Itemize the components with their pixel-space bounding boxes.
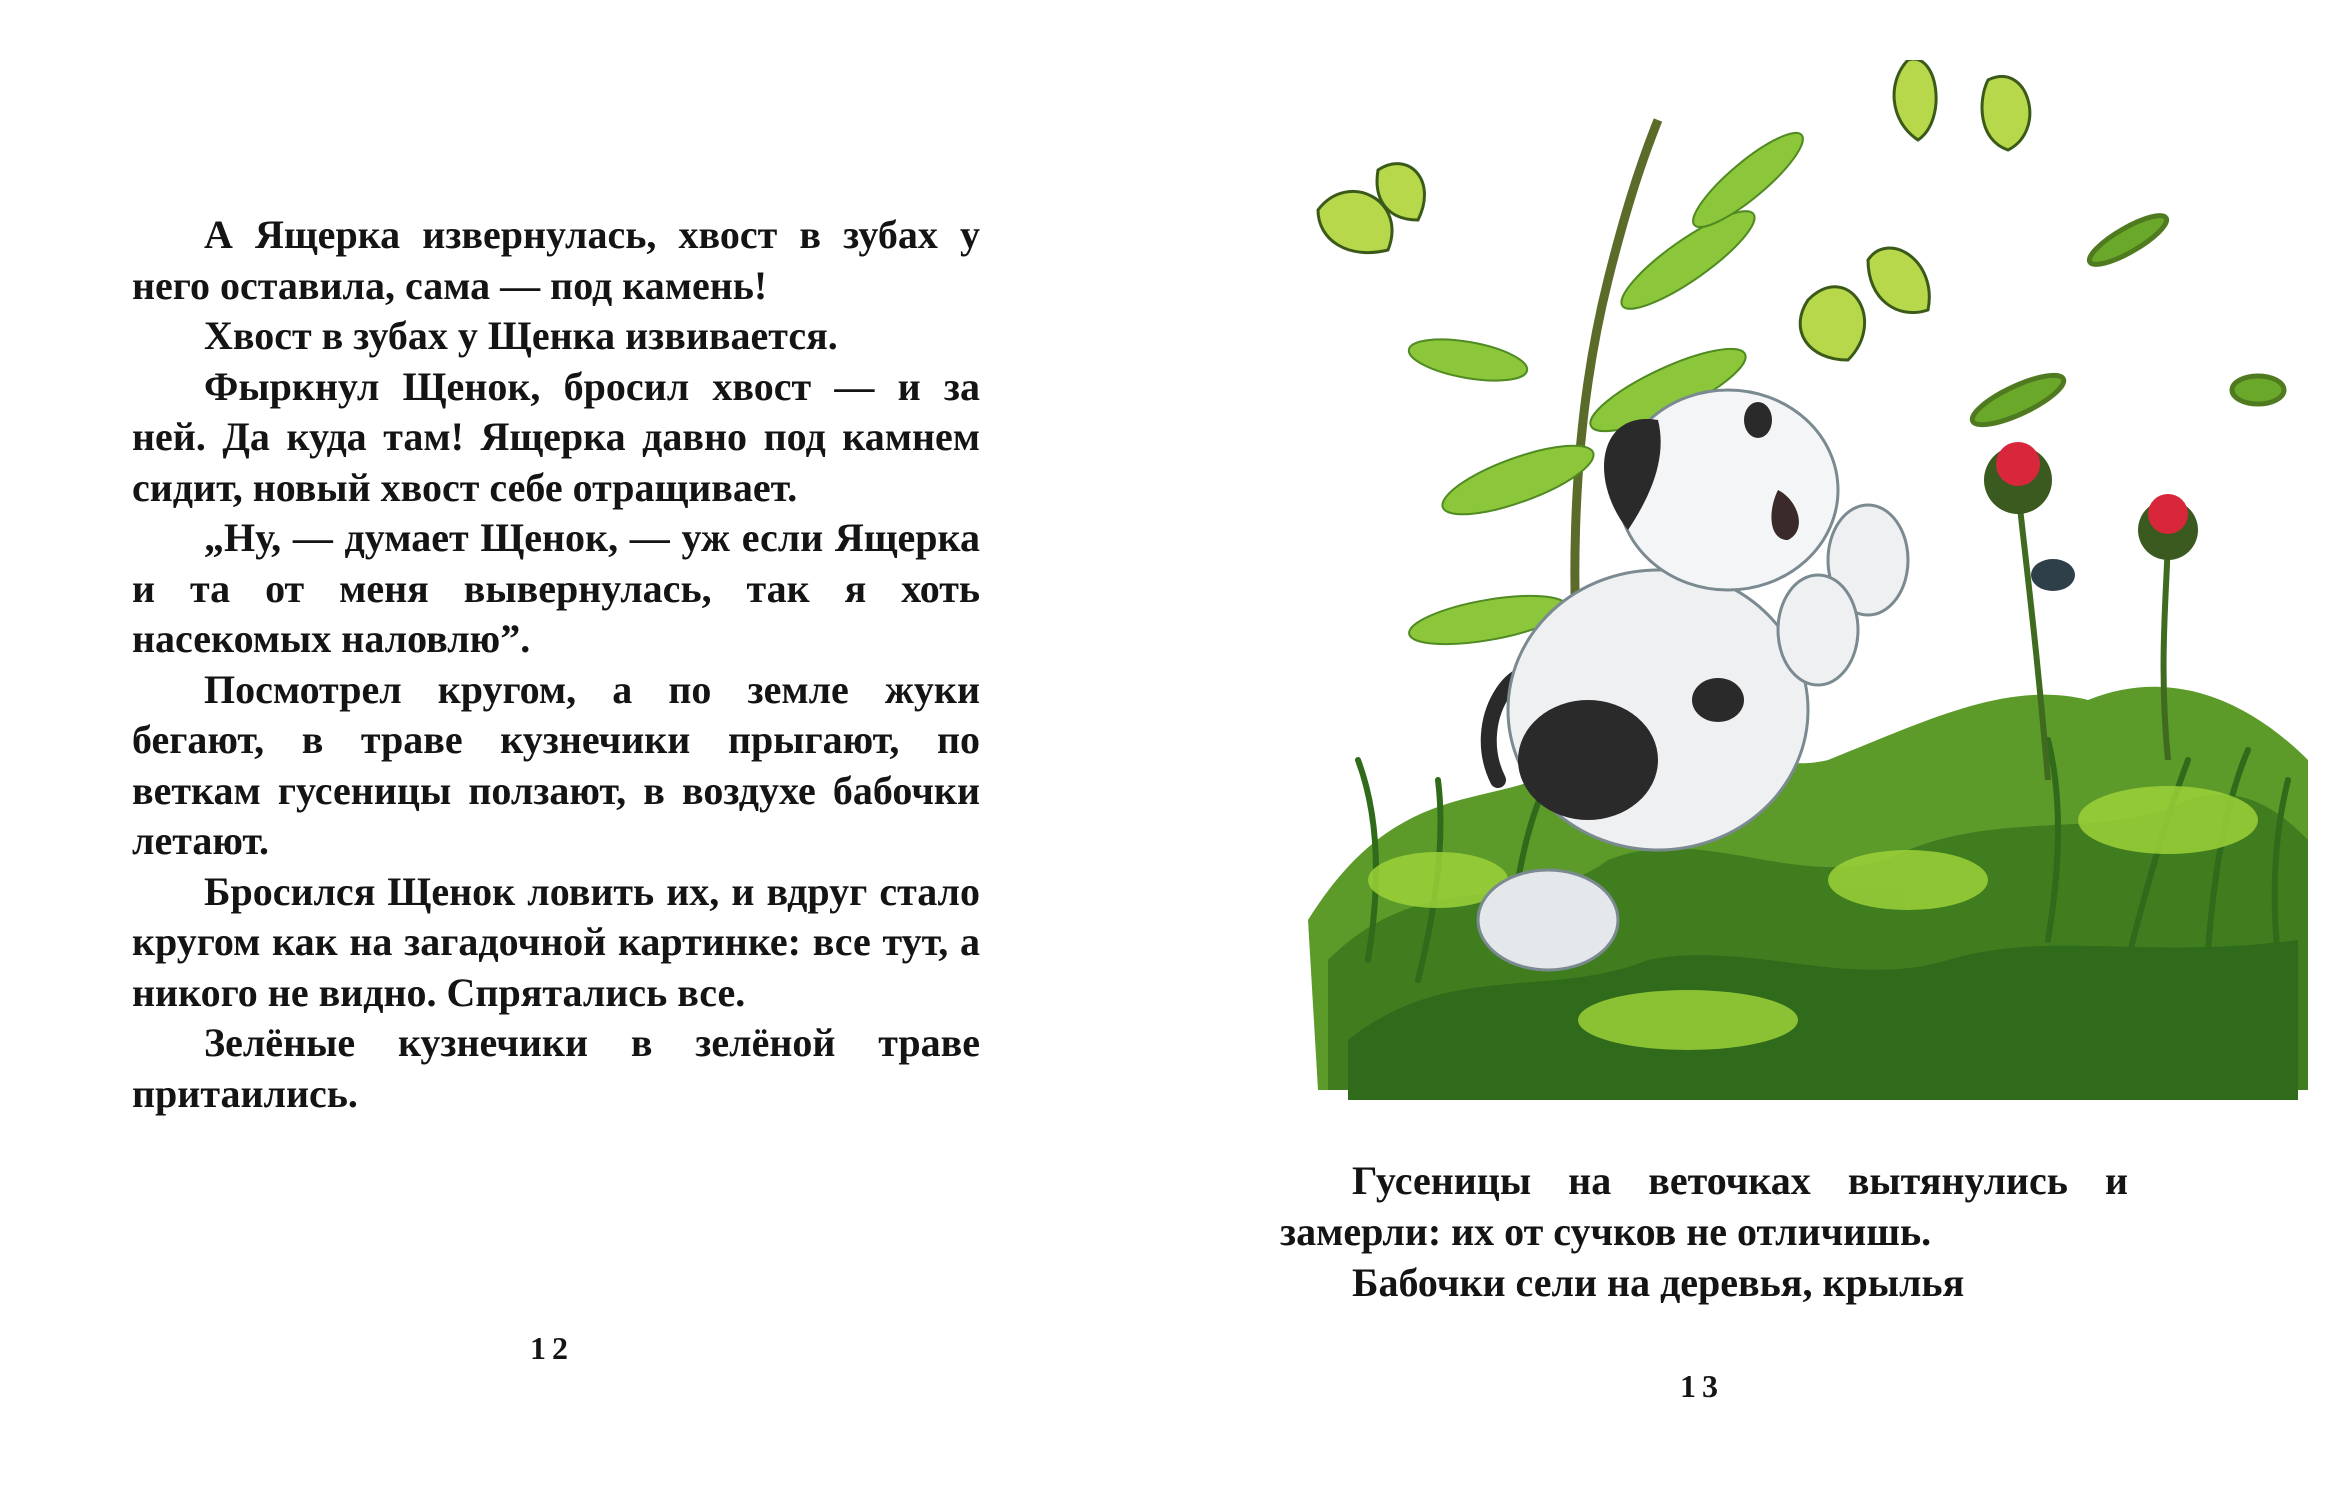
paragraph: Бросился Щенок ловить их, и вдруг стало кругом как на загадочной картинке: все тут, а никого не видно. Спрятались все. [132, 868, 980, 1015]
right-page [1168, 0, 2336, 1496]
paragraph: Фыркнул Щенок, бросил хвост — и за ней. Да куда там! Ящерка давно под камнем сидит, новый хвост себе отращивает. [132, 363, 980, 510]
page-number: 13 [1680, 1368, 1724, 1404]
paragraph: Посмотрел кругом, а по земле жуки бегают, в траве кузнечики прыгают, по веткам гусеницы ползают, в воздухе бабочки летают. [132, 666, 980, 863]
page-number: 12 [530, 1330, 574, 1366]
illustration-svg [1288, 60, 2318, 1100]
paragraph: „Ну, — думает Щенок, — уж если Ящерка и та от меня вывернулась, так я хоть насекомых наловлю”. [132, 515, 980, 661]
paragraph: А Ящерка извернулась, хвост в зубах у него оставила, сама — под камень! [132, 212, 980, 308]
puppy-meadow-illustration [1288, 60, 2318, 1100]
paragraph: Хвост в зубах у Щенка извивается. [204, 313, 838, 358]
paragraph: Гусеницы на веточках вытянулись и замерли: их от сучков не отличишь. [1280, 1158, 2128, 1254]
right-page-text [1280, 1155, 2128, 1308]
paragraph: Зелёные кузнечики в зелёной траве притаились. [132, 1020, 980, 1116]
left-page-text [132, 210, 980, 1119]
paragraph: Бабочки сели на деревья, крылья [1352, 1260, 1965, 1305]
